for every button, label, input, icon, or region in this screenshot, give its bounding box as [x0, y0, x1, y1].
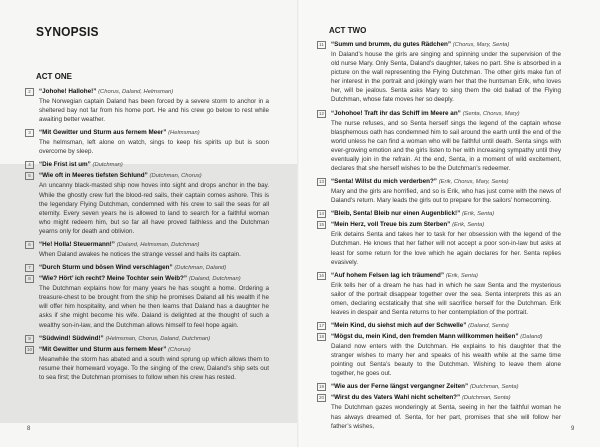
synopsis-entry [25, 345, 269, 382]
entry-heading [331, 382, 561, 392]
roles: (Senta, Chorus, Mary) [462, 110, 520, 117]
entry-description: The Dutchman explains how for many years he has sought a home. Ordering a treasure-chest to be brought from the ship he promises Daland all his wealth if he will offer him hospitality, and when he then learns that Daland has a daughter he asks if she might become his wife. Daland is delighted at the thought of such a wealthy son-in-law, and the Dutchman allows himself to feel hope again. [39, 285, 269, 329]
entry-description: The helmsman, left alone on watch, sings to keep his spirits up but is soon overcome by sleep. [39, 139, 269, 156]
aria-title: “Mögst du, mein Kind, den fremden Mann willkommen heißen” [331, 333, 519, 341]
aria-title: “Mit Gewitter und Sturm aus fernem Meer” [39, 345, 167, 353]
roles: (Erik, Senta) [461, 211, 495, 218]
aria-title: “Wie? Hört’ ich recht? Meine Tochter sein Weib?” [39, 275, 188, 283]
entry-heading [39, 334, 269, 344]
aria-title: “Wie aus der Ferne längst vergangner Zeiten” [331, 383, 469, 391]
aria-title: “Senta! Willst du mich verderben?” [331, 178, 437, 186]
roles: (Daland, Dutchman) [188, 276, 241, 283]
entry-heading [39, 128, 269, 138]
aria-title: “Durch Sturm und bösen Wind verschlagen” [39, 264, 173, 272]
aria-title: “Johohe! Hallohe!” [39, 88, 97, 95]
track-number-badge: 7 [25, 264, 34, 272]
entry-heading [331, 177, 561, 187]
synopsis-entry [317, 40, 561, 105]
entry-heading [331, 109, 561, 119]
synopsis-entry [25, 128, 269, 156]
entry-heading [39, 240, 269, 250]
entry-heading [39, 345, 269, 355]
roles: (Daland, Helmsman, Dutchman) [116, 242, 200, 249]
aria-title: “Mit Gewitter und Sturm aus fernem Meer” [39, 129, 167, 137]
track-number-badge: 20 [318, 395, 324, 401]
track-number-badge: 13 [318, 179, 324, 185]
roles: (Dutchman, Daland) [174, 265, 227, 272]
track-number-badge: 9 [25, 335, 34, 343]
aria-title: “Summ und brumm, du gutes Rädchen” [331, 41, 451, 48]
roles: (Chorus, Mary, Senta) [452, 42, 510, 48]
track-number-badge: 15 [318, 222, 324, 228]
roles: (Daland, Senta) [468, 323, 509, 330]
roles: (Erik, Senta) [445, 272, 478, 279]
roles: (Helmsman) [168, 130, 200, 137]
roles: (Daland) [520, 334, 543, 341]
track-number-badge: 2 [25, 88, 34, 96]
entry-heading [331, 220, 561, 230]
entry-heading [331, 271, 561, 281]
roles: (Dutchman, Senta) [461, 395, 511, 402]
act-heading: ACT ONE [36, 72, 72, 81]
entry-description: The Norwegian captain Daland has been forced by a severe storm to anchor in a sheltered bay not far from his home port. He and his crew go below to rest while awaiting better weather. [39, 98, 269, 124]
entry-description: In Daland’s house the girls are singing and spinning under the supervision of the old nurse Mary. Only Senta, Daland’s daughter, takes no part. She is absorbed in a picture on the wall representing the Flying Dutchman. The other girls make fun of her interest in the portrait and jokingly warn her that the huntsman Erik, who loves her, will be jealous. Senta asks Mary to sing them the old ballad of the Flying Dutchman, whose fate moves her so deeply. [331, 51, 561, 104]
entry-heading [331, 332, 561, 342]
entry-heading [39, 274, 269, 284]
roles: (Erik, Senta) [452, 222, 485, 229]
synopsis-entry [25, 274, 269, 329]
synopsis-list [317, 40, 561, 435]
track-number-badge: 8 [25, 275, 34, 283]
track-number-badge: 19 [318, 384, 324, 390]
entry-heading [39, 160, 269, 170]
track-number-badge: 17 [318, 323, 324, 329]
aria-title: “Die Frist ist um” [39, 161, 91, 169]
aria-title: “Johohoe! Traft ihr das Schiff im Meere an” [331, 109, 461, 117]
roles: (Erik, Chorus, Mary, Senta) [438, 179, 509, 186]
track-number-badge: 12 [318, 110, 324, 116]
roles: (Dutchman, Chorus) [149, 173, 202, 180]
roles: (Helmsman, Chorus, Daland, Dutchman) [105, 335, 211, 342]
synopsis-entry [317, 321, 561, 331]
page-number: 8 [27, 426, 31, 432]
aria-title: “Auf hohem Felsen lag ich träumend” [331, 271, 445, 279]
track-number-badge: 14 [318, 211, 324, 217]
entry-heading [39, 263, 269, 273]
synopsis-entry [317, 332, 561, 378]
entry-heading [331, 40, 561, 50]
entry-heading [331, 209, 561, 219]
synopsis-entry [317, 177, 561, 205]
track-number-badge: 11 [317, 41, 326, 49]
entry-description: When Daland awakes he notices the strange vessel and hails its captain. [39, 251, 241, 259]
roles: (Dutchman) [92, 162, 123, 169]
synopsis-entry [317, 382, 561, 392]
entry-description: The Dutchman gazes wonderingly at Senta, seeing in her the faithful woman he has always dreamed of. Senta, for her part, promises that she will follow her father’s wishes, [331, 404, 561, 430]
synopsis-entry [317, 109, 561, 174]
entry-description: An uncanny black-masted ship now hoves into sight and drops anchor in the bay. While the ghostly crew furl the blood-red sails, their captain comes ashore. This is the legendary Flying Dutchman, condemned with his crew to sail the seas for all eternity. Every seven years he is allowed to land to search for a faithful woman who might redeem him, but so far all have proved faithless and the Dutchman yearns only for death and oblivion. [39, 182, 269, 235]
track-number-badge: 3 [25, 129, 34, 137]
entry-heading [331, 393, 561, 403]
roles: (Dutchman, Senta) [469, 384, 519, 391]
entry-description: Erik detains Senta and takes her to task for her obsession with the legend of the Dutchman. He knows that her father will not accept a poor son-in-law but asks at least for some return for the love which he again declares for her. Senta replies evasively. [331, 231, 561, 266]
track-number-badge: 6 [25, 241, 34, 249]
right-page [301, 0, 600, 447]
entry-description: Daland now enters with the Dutchman. He explains to his daughter that the stranger wishes to marry her and speaks of his wealth while at the same time pointing out Senta’s beauty to the Dutchman. Wishing to leave them alone together, he goes out. [331, 343, 561, 378]
entry-description: Meanwhile the storm has abated and a south wind sprung up which allows them to resume their homeward voyage. To the singing of the crew, Daland’s ship sets out to sea first; the Dutchman promises to follow when his crew has rested. [39, 355, 269, 381]
synopsis-entry [25, 334, 269, 344]
entry-heading [39, 87, 269, 97]
roles: (Chorus, Daland, Helmsman) [98, 89, 174, 95]
track-number-badge: 10 [26, 346, 32, 352]
track-number-badge: 16 [318, 272, 324, 278]
roles: (Chorus) [168, 346, 191, 353]
aria-title: “He! Holla! Steuermann!” [39, 241, 115, 249]
synopsis-entry [25, 87, 269, 124]
page-number: 9 [571, 426, 575, 432]
track-number-badge: 4 [25, 161, 34, 169]
track-number-badge: 5 [25, 172, 34, 180]
entry-heading [39, 171, 269, 181]
synopsis-entry [25, 171, 269, 236]
synopsis-entry [317, 209, 561, 219]
act-heading: ACT TWO [329, 26, 367, 35]
entry-description: Mary and the girls are horrified, and so is Erik, who has just come with the news of Daland’s return. Mary leads the girls out to prepare for the sailors’ homecoming. [331, 188, 561, 205]
aria-title: “Südwind! Südwind!” [39, 334, 104, 342]
synopsis-entry [317, 220, 561, 266]
aria-title: “Wirst du des Vaters Wahl nicht schelten?” [331, 394, 461, 402]
entry-heading [331, 321, 561, 331]
synopsis-entry [317, 393, 561, 430]
synopsis-entry [25, 240, 269, 259]
synopsis-entry [25, 263, 269, 273]
aria-title: “Mein Herz, voll Treue bis zum Sterben” [331, 221, 451, 229]
synopsis-entry [25, 160, 269, 170]
page-title: SYNOPSIS [36, 24, 99, 39]
aria-title: “Mein Kind, du siehst mich auf der Schwelle” [331, 322, 467, 330]
synopsis-entry [317, 271, 561, 317]
track-number-badge: 18 [318, 334, 324, 340]
entry-description: Erik tells her of a dream he has had in which he saw Senta and the mysterious sailor of the portrait disappear together over the sea. Senta interprets this as an omen, declaring ecstatically that she will sacrifice herself for the Dutchman. Erik leaves in despair and Senta returns to her contemplation of the portrait. [331, 281, 561, 316]
aria-title: “Bleib, Senta! Bleib nur einen Augenblick!” [331, 210, 461, 218]
synopsis-list [25, 87, 269, 386]
entry-description: The nurse refuses, and so Senta herself sings the legend of the captain whose blasphemous oath has condemned him to sail around the earth until the end of the world unless he can find a woman who will be faithful until death. Senta sings with ever-growing emotion and the girls listen to her with increasing sympathy until they eventually join in the refrain. At the end, Senta, in a moment of wild excitement, declares that she herself wishes to be the Dutchman’s redeemer. [331, 119, 561, 173]
aria-title: “Wie oft in Meeres tiefsten Schlund” [39, 172, 148, 180]
left-page [0, 0, 299, 447]
